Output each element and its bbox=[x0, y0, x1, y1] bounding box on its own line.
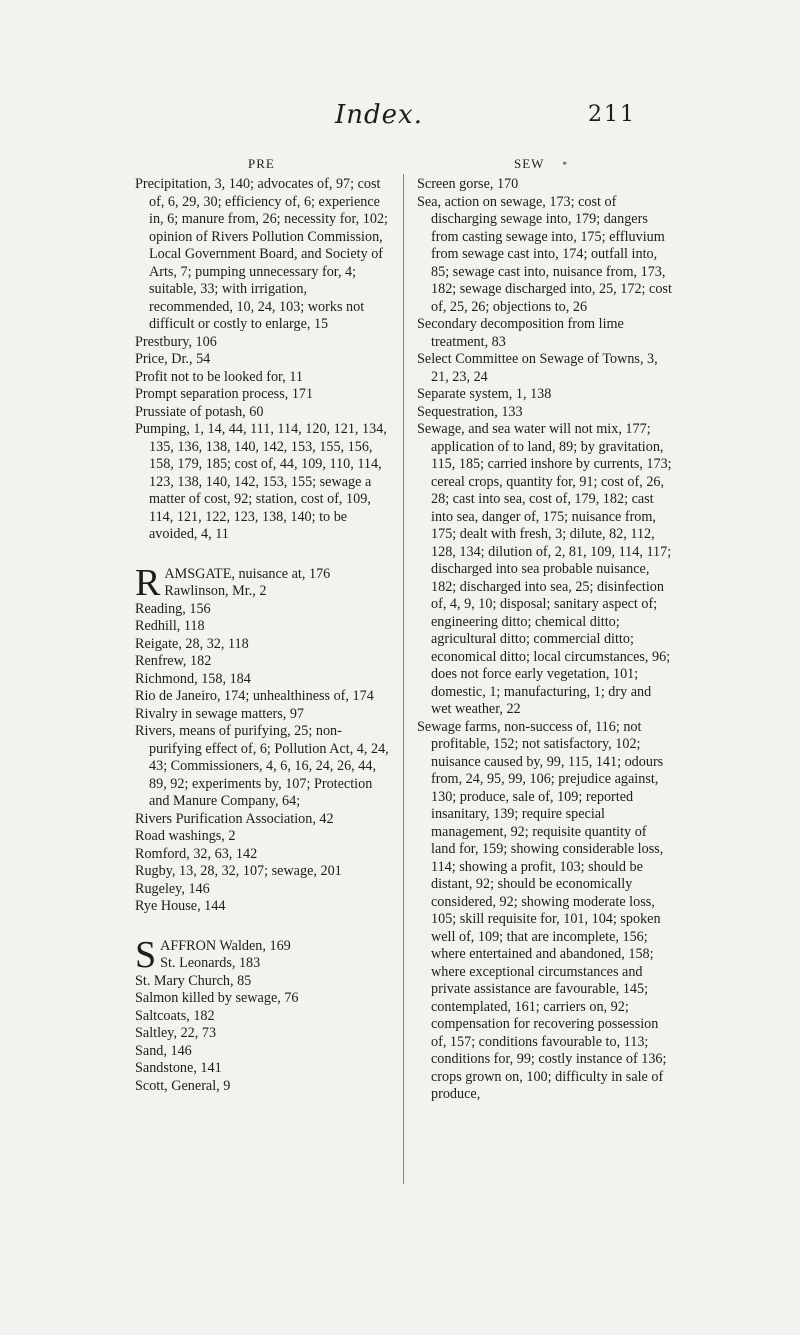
running-title: Index. bbox=[335, 100, 423, 130]
index-entry: Rugby, 13, 28, 32, 107; sewage, 201 bbox=[135, 863, 342, 879]
index-entry: Prussiate of potash, 60 bbox=[135, 403, 264, 420]
index-entry: Secondary decomposition from lime treatment, 83 bbox=[417, 316, 624, 350]
right-column bbox=[417, 176, 673, 1104]
index-entry: Screen gorse, 170 bbox=[417, 176, 519, 192]
index-entry: Sequestration, 133 bbox=[417, 403, 523, 420]
index-entry: Rivers Purification Association, 42 bbox=[135, 810, 334, 827]
drop-cap-s: S bbox=[135, 933, 157, 976]
index-entry: Price, Dr., 54 bbox=[135, 351, 211, 367]
index-entry: AMSGATE, nuisance at, 176 bbox=[164, 565, 331, 582]
index-entry: Sea, action on sewage, 173; cost of discharging sewage into, 179; dangers from casting sewage into, 175; effluvium from sewage cast into, 174; outfall into, 85; sewage cast into, nuisance from, 173, 182; sewage discharged into, 25, 172; cost of, 25, 26; objections to, 26 bbox=[417, 193, 672, 315]
index-entry: Reigate, 28, 32, 118 bbox=[135, 635, 249, 652]
index-entry: Rugeley, 146 bbox=[135, 880, 210, 897]
index-entry: Rawlinson, Mr., 2 bbox=[164, 583, 267, 599]
section-lead-r bbox=[135, 561, 389, 604]
section-lead-s bbox=[135, 933, 389, 976]
index-entry: Select Committee on Sewage of Towns, 3, 21, 23, 24 bbox=[417, 351, 658, 385]
index-entry: Road washings, 2 bbox=[135, 828, 236, 844]
left-r-section bbox=[135, 561, 389, 916]
left-p-entries bbox=[135, 176, 389, 544]
index-entry: Saltley, 22, 73 bbox=[135, 1025, 217, 1041]
page-header bbox=[0, 100, 800, 140]
index-entry: Salmon killed by sewage, 76 bbox=[135, 990, 299, 1006]
section-gap bbox=[135, 544, 389, 566]
index-entry: St. Leonards, 183 bbox=[160, 955, 261, 971]
index-entry: Romford, 32, 63, 142 bbox=[135, 845, 258, 862]
index-entry: Richmond, 158, 184 bbox=[135, 670, 251, 687]
index-entry: Rivalry in sewage matters, 97 bbox=[135, 705, 305, 722]
index-entry: Saltcoats, 182 bbox=[135, 1007, 215, 1024]
page-number: 211 bbox=[588, 102, 636, 127]
index-entry: Prompt separation process, 171 bbox=[135, 386, 314, 402]
index-entry: Precipitation, 3, 140; advocates of, 97; cost of, 6, 29, 30; efficiency of, 6; experience in, 6; manure from, 26; necessity for, 102; opinion of Rivers Pollution Commission, Local Government Board, and Society of Arts, 7; pumping unnecessary for, 4; suitable, 33; with irrigation, recommended, 10, 24, 103; works not difficult or costly to enlarge, 15 bbox=[135, 176, 388, 332]
left-s-section bbox=[135, 933, 389, 1096]
guide-word-right-label: SEW bbox=[514, 156, 545, 171]
index-entry: Sewage farms, non-success of, 116; not profitable, 152; not satisfactory, 102; nuisance caused by, 99, 115, 141; odours from, 24, 95, 99, 106; prejudice against, 130; produce, sale of, 109; reported insanitary, 139; require special management, 92; requisite quantity of land for, 159; showing considerable loss, 114; showing a profit, 103; should be distant, 92; should be economically considered, 92; showing moderate loss, 105; skill requisite for, 101, 104; spoken well of, 109; that are incomplete, 156; where entertained and abandoned, 158; where exceptional circumstances and private assistance are favourable, 145; contemplated, 161; carriers on, 92; compensation for recovering possession of, 157; conditions favourable to, 113; conditions for, 99; costly instance of 136; crops grown on, 100; difficulty in sale of produce, bbox=[417, 718, 667, 1102]
left-column bbox=[135, 176, 389, 1095]
index-entry: Prestbury, 106 bbox=[135, 333, 217, 350]
index-entry: Redhill, 118 bbox=[135, 618, 205, 634]
column-rule bbox=[403, 174, 404, 1184]
index-entry: Sand, 146 bbox=[135, 1042, 192, 1059]
index-entry: Reading, 156 bbox=[135, 600, 211, 617]
index-entry: Renfrew, 182 bbox=[135, 653, 212, 669]
index-entry: Rye House, 144 bbox=[135, 898, 226, 914]
index-entry: AFFRON Walden, 169 bbox=[160, 937, 291, 954]
index-entry: Scott, General, 9 bbox=[135, 1077, 231, 1094]
guide-word-left: PRE bbox=[248, 156, 275, 171]
index-entry: Separate system, 1, 138 bbox=[417, 386, 552, 402]
drop-cap-r: R bbox=[135, 561, 161, 604]
index-entry: Sandstone, 141 bbox=[135, 1060, 222, 1076]
index-entry: St. Mary Church, 85 bbox=[135, 972, 252, 989]
index-entry: Pumping, 1, 14, 44, 111, 114, 120, 121, 134, 135, 136, 138, 140, 142, 153, 155, 156, 158, 179, 185; cost of, 44, 109, 110, 114, 123, 138, 140, 142, 153, 155; sewage a matter of cost, 92; station, cost of, 109, 114, 121, 122, 123, 138, 140; to be avoided, 4, 11 bbox=[135, 421, 387, 542]
section-gap bbox=[135, 916, 389, 938]
index-entry: Profit not to be looked for, 11 bbox=[135, 368, 303, 385]
index-entry: Rivers, means of purifying, 25; non-purifying effect of, 6; Pollution Act, 4, 24, 43; Commissioners, 4, 6, 16, 24, 26, 44, 89, 92; experiments by, 107; Protection and Manure Company, 64; bbox=[135, 723, 389, 809]
index-entry: Sewage, and sea water will not mix, 177; application of to land, 89; by gravitation, 115, 185; carried inshore by currents, 173; cereal crops, quantity for, 91; cost of, 26, 28; cast into sea, cost of, 179, 182; cast into sea, danger of, 175; nuisance from, 175; dealt with fresh, 3; dilute, 82, 112, 128, 134; dilution of, 2, 81, 109, 114, 117; discharged into sea probable nuisance, 182; discharged into sea, 25; disinfection of, 4, 9, 10; disposal; sanitary aspect of; engineering ditto; chemical ditto; agricultural ditto; commercial ditto; economical ditto; local circumstances, 96; does not force early vegetation, 101; domestic, 1; manufacturing, 1; dry and wet weather, 22 bbox=[417, 421, 672, 717]
guide-mark: * bbox=[562, 160, 568, 171]
guide-word-right bbox=[514, 156, 568, 172]
index-entry: Rio de Janeiro, 174; unhealthiness of, 174 bbox=[135, 688, 374, 704]
